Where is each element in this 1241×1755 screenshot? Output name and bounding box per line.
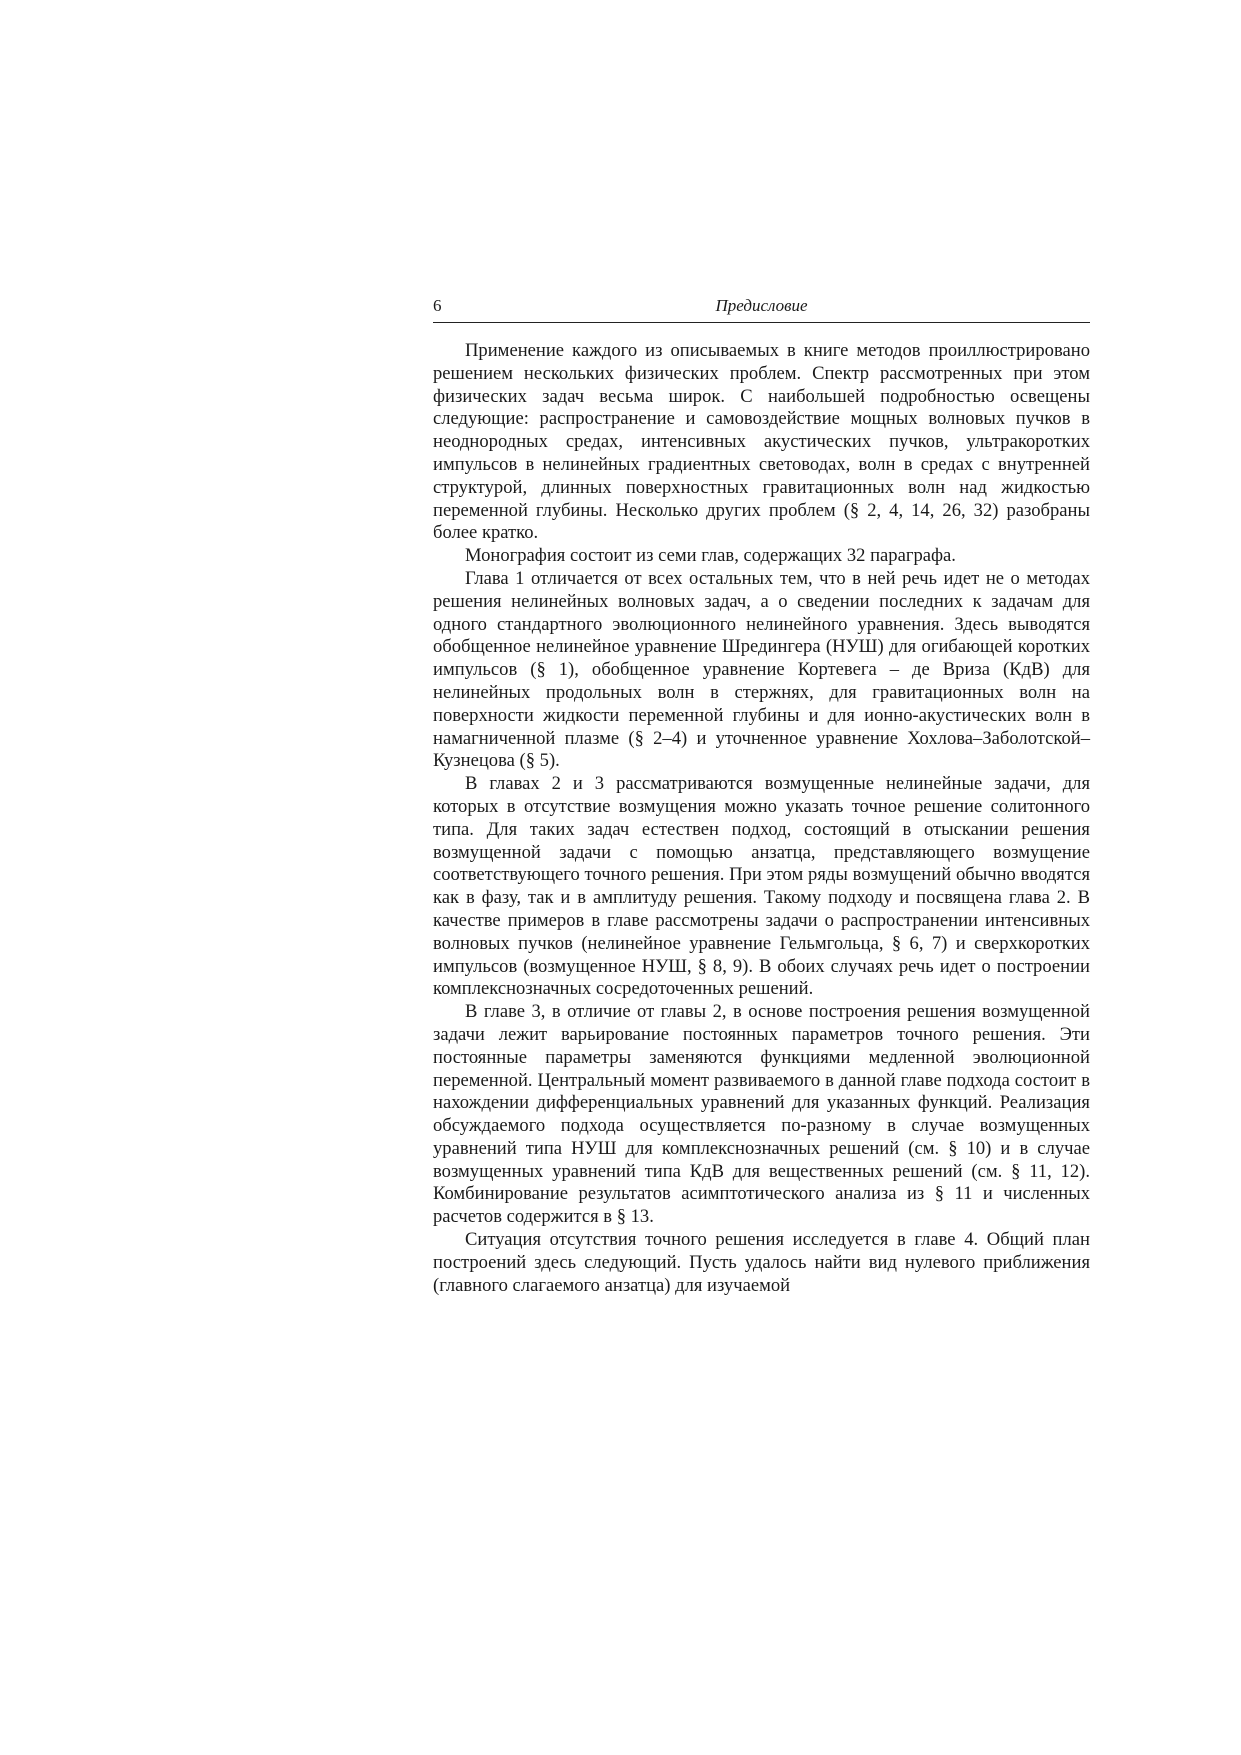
- paragraph: Глава 1 отличается от всех остальных тем, что в ней речь идет не о методах решения нелинейных волновых задач, а о сведении последних к задачам для одного стандартного эволюционного нелинейного уравнения. Здесь выводятся обобщенное нелинейное уравнение Шредингера (НУШ) для огибающей коротких импульсов (§ 1), обобщенное уравнение Кортевега – де Вриза (КдВ) для нелинейных продольных волн в стержнях, для гравитационных волн на поверхности жидкости переменной глубины и для ионно-акустических волн в намагниченной плазме (§ 2–4) и уточненное уравнение Хохлова–Заболотской–Кузнецова (§ 5).: [433, 567, 1090, 772]
- running-header: [433, 294, 1090, 323]
- paragraph: Применение каждого из описываемых в книге методов проиллюстрировано решением нескольких физических проблем. Спектр рассмотренных при этом физических задач весьма широк. С наибольшей подробностью освещены следующие: распространение и самовоздействие мощных волновых пучков в неоднородных средах, интенсивных акустических пучков, ультракоротких импульсов в нелинейных градиентных световодах, волн в средах с внутренней структурой, длинных поверхностных гравитационных волн над жидкостью переменной глубины. Несколько других проблем (§ 2, 4, 14, 26, 32) разобраны более кратко.: [433, 340, 1090, 544]
- body-text: [433, 340, 1090, 1297]
- paragraph: Ситуация отсутствия точного решения исследуется в главе 4. Общий план построений здесь следующий. Пусть удалось найти вид нулевого приближения (главного слагаемого анзатца) для изучаемой: [433, 1229, 1090, 1296]
- running-title: Предисловие: [715, 296, 808, 315]
- page-number: 6: [433, 296, 442, 315]
- paragraph: Монография состоит из семи глав, содержащих 32 параграфа.: [465, 545, 956, 567]
- paragraph: В главе 3, в отличие от главы 2, в основе построения решения возмущенной задачи лежит варьирование постоянных параметров точного решения. Эти постоянные параметры заменяются функциями медленной эволюционной переменной. Центральный момент развиваемого в данной главе подхода состоит в нахождении дифференциальных уравнений для указанных функций. Реализация обсуждаемого подхода осуществляется по-разному в случае возмущенных уравнений типа НУШ для комплекснозначных решений (см. § 10) и в случае возмущенных уравнений типа КдВ для вещественных решений (см. § 11, 12). Комбинирование результатов асимптотического анализа из § 11 и численных расчетов содержится в § 13.: [433, 1001, 1090, 1228]
- paragraph: В главах 2 и 3 рассматриваются возмущенные нелинейные задачи, для которых в отсутствие возмущения можно указать точное решение солитонного типа. Для таких задач естествен подход, состоящий в отыскании решения возмущенной задачи с помощью анзатца, представляющего возмущение соответствующего точного решения. При этом ряды возмущений обычно вводятся как в фазу, так и в амплитуду решения. Такому подходу и посвящена глава 2. В качестве примеров в главе рассмотрены задачи о распространении интенсивных волновых пучков (нелинейное уравнение Гельмгольца, § 6, 7) и сверхкоротких импульсов (возмущенное НУШ, § 8, 9). В обоих случаях речь идет о построении комплекснозначных сосредоточенных решений.: [433, 773, 1090, 1000]
